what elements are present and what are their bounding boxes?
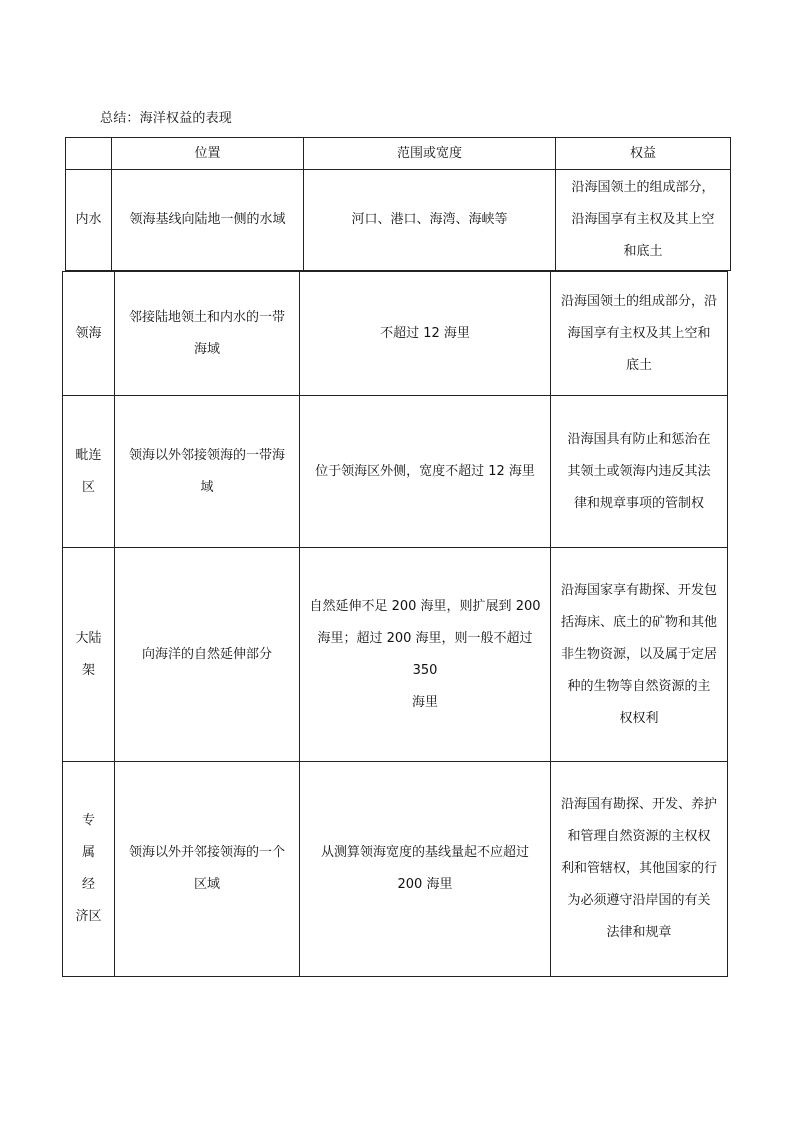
header-cell-range: 范围或宽度 — [304, 138, 556, 170]
cell-text-line: 沿海国领土的组成部分，沿 — [560, 293, 717, 309]
cell-text-line: 济区 — [75, 909, 102, 924]
cell-text-line: 领海基线向陆地一侧的水域 — [129, 212, 286, 227]
rights-cell — [551, 548, 728, 762]
cell-text-line: 领海以外并邻接领海的一个 — [128, 845, 285, 860]
table-row — [63, 548, 728, 762]
cell-text-line: 海国享有主权及其上空和 — [567, 325, 711, 341]
cell-text-line: 法律和规章 — [606, 925, 672, 940]
range-cell — [300, 548, 551, 762]
cell-text-line: 和管理自然资源的主权权 — [567, 829, 711, 844]
table-caption: 总结：海洋权益的表现 — [100, 111, 233, 126]
position-cell — [112, 170, 304, 271]
zone-name-cell — [63, 272, 115, 396]
zone-name-cell — [63, 548, 115, 762]
cell-text-line: 区 — [81, 479, 95, 495]
header-cell-position: 位置 — [112, 138, 304, 170]
cell-text-line: 利和管辖权，其他国家的行 — [560, 861, 717, 876]
cell-text-line: 领海以外邻接领海的一带海 — [128, 447, 285, 463]
cell-text-line: 为必须遵守沿岸国的有关 — [567, 893, 711, 908]
cell-text-line: 属 — [81, 845, 95, 860]
range-cell — [300, 396, 551, 548]
cell-text-line: 海里；超过 200 海里，则一般不超过 350 — [317, 630, 533, 678]
cell-text-line: 律和规章事项的管制权 — [573, 495, 704, 511]
cell-text-line: 权权利 — [619, 710, 659, 726]
range-cell — [304, 170, 556, 271]
cell-text-line: 域 — [200, 479, 214, 495]
cell-text-line: 邻接陆地领土和内水的一带 — [128, 309, 285, 325]
rights-cell — [551, 272, 728, 396]
cell-text-line: 区域 — [193, 877, 220, 892]
maritime-rights-table-header-part — [65, 137, 731, 271]
maritime-rights-table-body-part — [62, 271, 728, 977]
position-cell — [115, 272, 300, 396]
cell-text-line: 沿海国领土的组成部分， — [571, 180, 715, 195]
position-cell — [115, 396, 300, 548]
header-row — [66, 138, 731, 170]
table-row — [63, 396, 728, 548]
rights-cell — [551, 762, 728, 977]
cell-text-line: 种的生物等自然资源的主 — [567, 678, 711, 694]
header-cell-empty — [66, 138, 112, 170]
cell-text-line: 毗连 — [75, 447, 102, 463]
table-row — [63, 762, 728, 977]
cell-text-line: 底土 — [625, 357, 652, 373]
cell-text-line: 经 — [81, 877, 95, 892]
cell-text-line: 内水 — [75, 212, 102, 227]
zone-name-cell — [66, 170, 112, 271]
cell-text-line: 自然延伸不足 200 海里，则扩展到 200 — [309, 598, 541, 614]
table-row — [63, 272, 728, 396]
cell-text-line: 和底土 — [623, 244, 663, 259]
position-cell — [115, 548, 300, 762]
cell-text-line: 海域 — [193, 341, 220, 357]
range-cell — [300, 272, 551, 396]
rights-cell — [551, 396, 728, 548]
cell-text-line: 沿海国享有主权及其上空 — [571, 212, 715, 227]
cell-text-line: 向海洋的自然延伸部分 — [141, 646, 272, 662]
header-cell-rights: 权益 — [556, 138, 731, 170]
zone-name-cell — [63, 762, 115, 977]
cell-text-line: 从测算领海宽度的基线量起不应超过 — [320, 845, 529, 860]
range-cell — [300, 762, 551, 977]
cell-text-line: 其领土或领海内违反其法 — [567, 463, 711, 479]
cell-text-line: 专 — [81, 813, 95, 828]
table-row — [66, 170, 731, 271]
cell-text-line: 200 海里 — [397, 877, 453, 892]
cell-text-line: 沿海国有勘探、开发、养护 — [560, 797, 717, 812]
cell-text-line: 河口、港口、海湾、海峡等 — [351, 212, 508, 227]
cell-text-line: 架 — [81, 662, 95, 678]
position-cell — [115, 762, 300, 977]
cell-text-line: 沿海国家享有勘探、开发包 — [560, 582, 717, 598]
cell-text-line: 海里 — [411, 694, 438, 710]
cell-text-line: 沿海国具有防止和惩治在 — [567, 431, 711, 447]
cell-text-line: 括海床、底土的矿物和其他 — [560, 614, 717, 630]
cell-text-line: 位于领海区外侧，宽度不超过 12 海里 — [315, 463, 535, 479]
cell-text-line: 大陆 — [75, 630, 102, 646]
rights-cell — [556, 170, 731, 271]
cell-text-line: 不超过 12 海里 — [380, 325, 470, 341]
cell-text-line: 领海 — [75, 325, 102, 341]
zone-name-cell — [63, 396, 115, 548]
cell-text-line: 非生物资源，以及属于定居 — [560, 646, 717, 662]
